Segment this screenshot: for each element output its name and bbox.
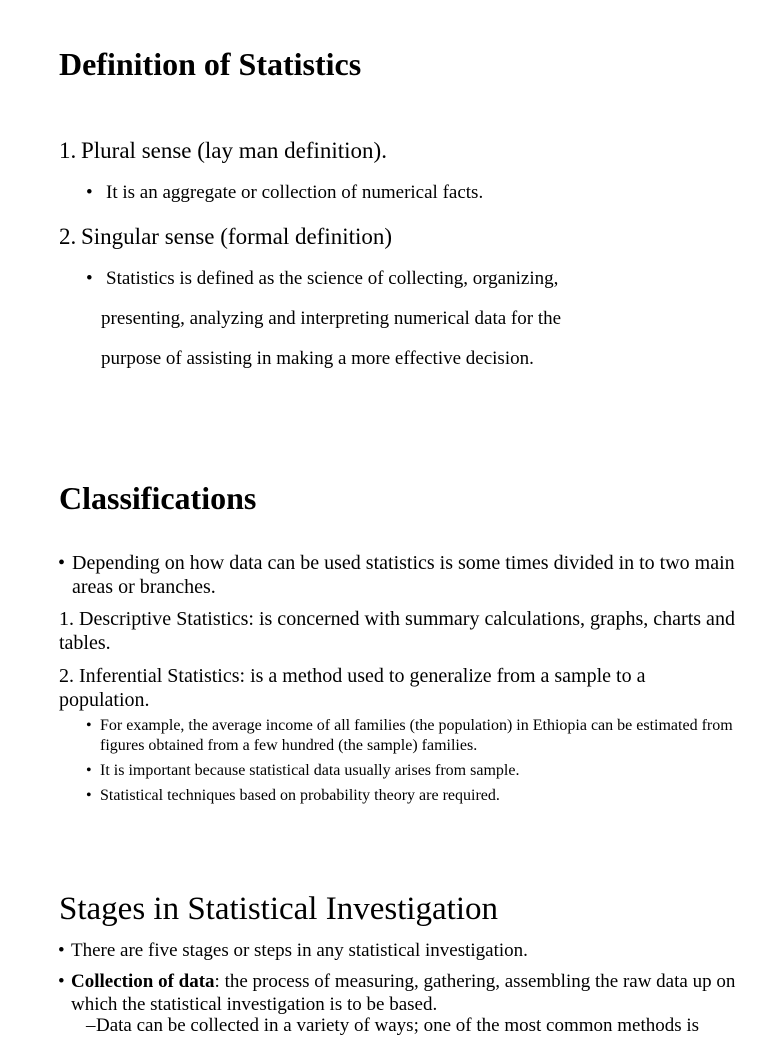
bullet-icon: •	[86, 762, 92, 779]
bullet-icon: •	[58, 552, 66, 574]
sub-bullet-text: For example, the average income of all families (the population) in Ethiopia can be estimated from figures obtained from a few hundred (the sample) families.	[100, 717, 733, 754]
inferential-sub-bullets	[86, 716, 756, 806]
section-title-definition: Definition of Statistics	[59, 46, 362, 82]
descriptive-statistics-item: 1. Descriptive Statistics: is concerned with summary calculations, graphs, charts and tables.	[59, 608, 735, 654]
inferential-statistics-item: 2. Inferential Statistics: is a method used to generalize from a sample to a population.	[59, 665, 646, 711]
classifications-intro	[58, 551, 738, 599]
collection-of-data-item	[71, 970, 748, 1016]
sub-bullet-text: Data can be collected in a variety of ways; one of the most common methods is	[96, 1015, 700, 1036]
numbered-item-plural	[59, 137, 387, 165]
bullet-text-line3: purpose of assisting in making a more effective decision.	[101, 348, 534, 369]
bullet-text: It is an aggregate or collection of numerical facts.	[106, 182, 484, 203]
bullet-icon: •	[86, 268, 93, 289]
sub-bullet-text: It is important because statistical data usually arises from sample.	[100, 762, 520, 779]
bullet-singular-definition	[86, 259, 666, 379]
dash-icon: –	[86, 1015, 96, 1036]
collection-of-data-definition: : the process of measuring, gathering, assembling the raw data up on which the statistical investigation is to be based.	[71, 971, 736, 1015]
bullet-text-line1: Statistics is defined as the science of collecting, organizing,	[106, 268, 559, 289]
bullet-icon: •	[86, 182, 93, 203]
bullet-text-line2: presenting, analyzing and interpreting numerical data for the	[101, 308, 562, 329]
bullet-icon: •	[58, 940, 65, 961]
item-text: Plural sense (lay man definition).	[81, 138, 387, 163]
intro-text: Depending on how data can be used statistics is some times divided in to two main areas or branches.	[72, 552, 735, 598]
section-title-stages: Stages in Statistical Investigation	[59, 891, 499, 927]
stages-sub-bullet-partial	[86, 1014, 766, 1037]
item-number: 1.	[59, 138, 77, 163]
section-title-classifications: Classifications	[59, 480, 257, 516]
bullet-icon: •	[86, 787, 92, 804]
bullet-icon: •	[86, 717, 92, 734]
bullet-icon: •	[58, 971, 65, 992]
stages-bullet-text: There are five stages or steps in any statistical investigation.	[71, 940, 528, 961]
numbered-item-singular	[59, 223, 392, 251]
item-number: 2.	[59, 224, 77, 249]
sub-bullet-text: Statistical techniques based on probability theory are required.	[100, 787, 500, 804]
stages-bullet-list	[58, 939, 748, 1016]
bullet-plural-definition	[86, 181, 483, 205]
collection-of-data-term: Collection of data	[71, 971, 215, 992]
item-text: Singular sense (formal definition)	[81, 224, 393, 249]
